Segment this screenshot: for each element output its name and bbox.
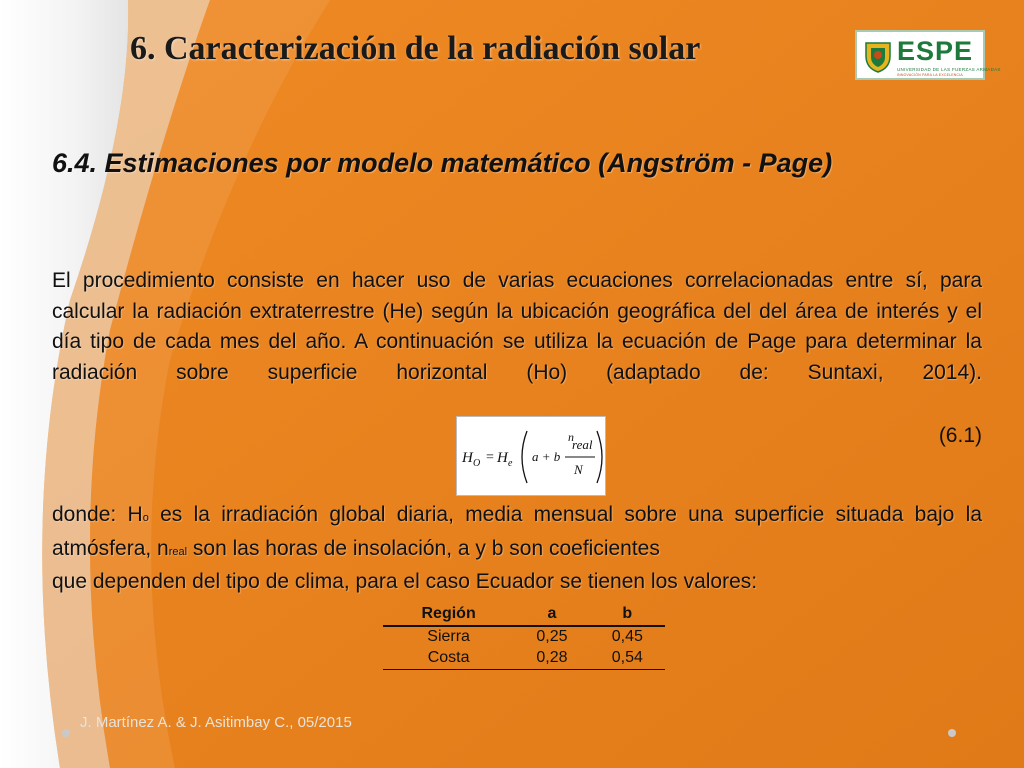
def-sub-real: real bbox=[168, 545, 188, 558]
crest-icon bbox=[863, 40, 893, 74]
logo-wordmark: ESPE bbox=[897, 36, 974, 66]
def-sub-o: o bbox=[142, 512, 149, 524]
footer-bullet-right bbox=[948, 729, 956, 737]
formula-image bbox=[456, 416, 606, 496]
formula-lhs-sub: O bbox=[473, 458, 481, 469]
table-row bbox=[383, 648, 665, 670]
formula-denominator: N bbox=[574, 462, 583, 477]
formula-lhs: H bbox=[462, 450, 473, 466]
col-header-region: Región bbox=[383, 604, 514, 626]
cell-region: Sierra bbox=[383, 626, 514, 648]
formula-real: real bbox=[572, 437, 593, 452]
intro-paragraph: El procedimiento consiste en hacer uso de varias ecuaciones correlacionadas entre sí, para calcular la radiación extraterrestre (He) según la ubicación geográfica del del área de interés y el día tipo de cada mes del año. A continuación se utiliza la ecuación de Page para determinar la radiación sobre superficie horizontal (Ho) (adaptado de: Suntaxi, 2014). bbox=[52, 269, 982, 384]
paren-right bbox=[597, 431, 602, 483]
logo-tagline: INNOVACIÓN PARA LA EXCELENCIA bbox=[897, 73, 963, 77]
def-text-1: donde: H bbox=[52, 503, 143, 526]
equation-number: (6.1) bbox=[938, 424, 982, 447]
def-text-4: que dependen del tipo de clima, para el caso Ecuador se tienen los valores: bbox=[52, 570, 758, 593]
cell-region: Costa bbox=[383, 648, 514, 670]
table-header-row bbox=[383, 604, 665, 626]
col-header-a: a bbox=[514, 604, 589, 626]
col-header-b: b bbox=[590, 604, 665, 626]
logo-subtitle: UNIVERSIDAD DE LAS FUERZAS ARMADAS bbox=[897, 67, 1001, 72]
paren-left bbox=[522, 431, 527, 483]
formula-a-plus-b: a + b bbox=[532, 449, 561, 464]
cell-b: 0,45 bbox=[590, 626, 665, 648]
footer-bullet-left bbox=[62, 729, 70, 737]
formula-n: n bbox=[568, 430, 574, 444]
cell-a: 0,28 bbox=[514, 648, 589, 670]
espe-logo bbox=[855, 30, 1001, 80]
formula-he-sub: e bbox=[508, 458, 513, 469]
section-heading: 6.4. Estimaciones por modelo matemático (Angström - Page) bbox=[52, 148, 833, 178]
cell-b: 0,54 bbox=[590, 648, 665, 670]
def-text-2: es la irradiación global diaria, media mensual sobre una superficie situada bajo la atmósfera, n bbox=[52, 503, 982, 560]
table-row bbox=[383, 626, 665, 648]
def-text-3: son las horas de insolación, a y b son coeficientes bbox=[187, 536, 660, 560]
formula-he: H bbox=[497, 450, 508, 466]
page-equation bbox=[457, 417, 605, 495]
coefficients-table bbox=[383, 604, 665, 670]
footer-author: J. Martínez A. & J. Asitimbay C., 05/2015 bbox=[80, 714, 352, 731]
cell-a: 0,25 bbox=[514, 626, 589, 648]
definitions-paragraph bbox=[52, 500, 982, 598]
formula-equals: = bbox=[486, 450, 494, 465]
slide-title: 6. Caracterización de la radiación solar bbox=[130, 30, 701, 67]
